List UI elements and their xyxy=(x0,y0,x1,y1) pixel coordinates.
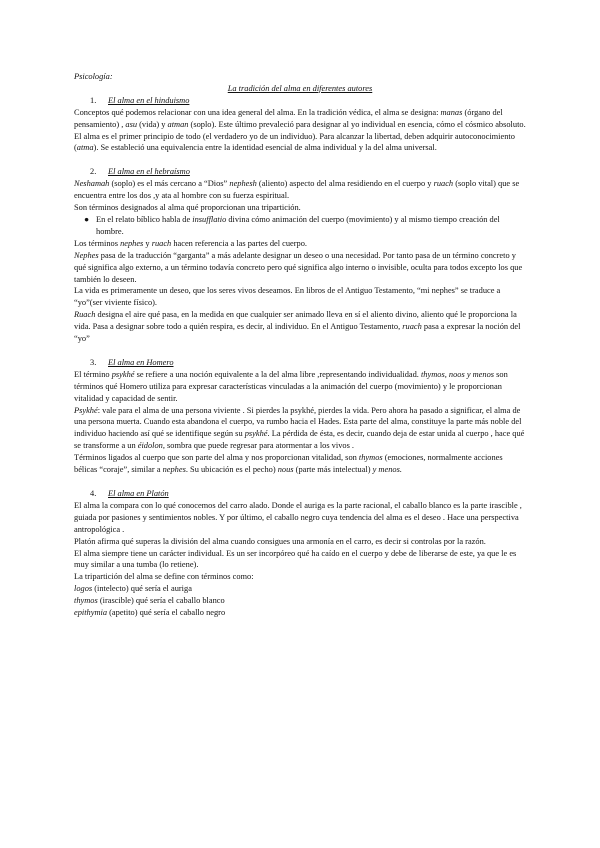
paragraph: El alma siempre tiene un carácter individual. Es un ser incorpóreo qué ha caído en el cuerpo y debe de liberarse de este, ya que le es muy similar a una tumba (lo retiene). xyxy=(74,548,517,570)
section-number: 1. xyxy=(90,95,97,105)
paragraph: El alma es el primer principio de todo (el verdadero yo de un individuo). Para alcanzar la libertad, deben adquirir autoconocimiento (atma). Se estableció una equivalencia entre la identidad esencial de alma individual y la del alma universal. xyxy=(74,131,515,153)
section-heading-homero xyxy=(74,357,526,369)
section-heading-hinduismo xyxy=(74,95,526,107)
paragraph: El término psykhé se refiere a una noción equivalente a la del alma libre ,representando individualidad. thymos, noos y menos son términos qué Homero utiliza para expresar características vinculadas a la animación del cuerpo (movimiento) y le proporcionan vitalidad y capacidad de sentir. xyxy=(74,369,508,403)
bullet-icon: ● xyxy=(84,214,90,224)
paragraph: Ruach designa el aire qué pasa, en la medida en que cualquier ser animado lleva en sí el aliento divino, aliento qué le proporciona la vida. Pasa a designar sobre todo a quién respira, es decir, al individuo. En el Antiguo Testamento, ruach pasa a expresar la noción del “yo” xyxy=(74,310,521,344)
section-number: 4. xyxy=(90,489,97,498)
paragraph: Conceptos qué podemos relacionar con una idea general del alma. En la tradición védica, el alma se designa: manas (órgano del pensamiento) , asu (vida) y atman (soplo). Este último prevaleció para designar al yo individual en esencia, cómo el cósmico absoluto. xyxy=(74,107,526,129)
list-item: ● En el relato bíblico habla de insufflatio divina cómo animación del cuerpo (movimiento) y al mismo tiempo creación del hombre. xyxy=(84,214,500,236)
paragraph: Psykhé: vale para el alma de una persona viviente . Si pierdes la psykhé, pierdes la vida. Pero ahora ha pasado a significar, el alma de una persona muerta. Cuando esta abandona el cuerpo, va rumbo hacia el Hades. Esta parte del alma, constituye la parte más noble del individuo haciendo así qué se identifique según su psykhé. La pérdida de ésta, es decir, cuando deja de estar unida al cuerpo , hace qué se transforme a un éidolon, sombra que puede regresar para atormentar a los vivos . xyxy=(74,405,525,451)
paragraph: La tripartición del alma se define con términos como: xyxy=(74,572,254,582)
section-heading-hebraismo xyxy=(74,166,526,178)
document-title: La tradición del alma en diferentes autores xyxy=(227,83,373,93)
paragraph: Platón afirma qué superas la división del alma cuando consigues una armonía en el carro, es decir si controlas por la razón. xyxy=(74,536,486,546)
paragraph: Los términos nephes y ruach hacen referencia a las partes del cuerpo. xyxy=(74,238,308,248)
document-body xyxy=(74,71,526,619)
paragraph: Neshamah (soplo) es el más cercano a “Dios” nephesh (aliento) aspecto del alma residiendo en el cuerpo y ruach (soplo vital) que se encuentra entre los dos ,y ata al hombre con su fuerza espiritual. xyxy=(74,179,520,201)
section-heading-text: El alma en Homero xyxy=(108,357,174,367)
list-item: epithymia (apetito) qué sería el caballo negro xyxy=(74,608,226,618)
section-heading-text: El alma en el hinduismo xyxy=(108,95,190,105)
paragraph: El alma la compara con lo qué conocemos del carro alado. Donde el auriga es la parte racional, el caballo blanco es la parte irascible , guiada por pasiones y sentimientos nobles. Y por último, el caballo negro cuya tendencia del alma es el deseo . Hace una perspectiva antropológica . xyxy=(74,500,522,534)
paragraph: Términos ligados al cuerpo que son parte del alma y nos proporcionan vitalidad, son thymos (emociones, normalmente acciones bélicas “coraje”, similar a nephes. Su ubicación es el pecho) nous (parte más intelectual) y menos. xyxy=(74,453,503,475)
course-label: Psicología: xyxy=(74,72,113,81)
list-item: thymos (irascible) qué sería el caballo blanco xyxy=(74,596,225,606)
paragraph: La vida es primeramente un deseo, que los seres vivos deseamos. En libros de el Antiguo Testamento, “mi nephes” se traduce a “yo”(ser viviente físico). xyxy=(74,286,501,308)
section-heading-text: El alma en Platón xyxy=(108,489,169,498)
section-number: 2. xyxy=(90,167,97,177)
list-item: logos (intelecto) qué sería el auriga xyxy=(74,584,192,594)
section-heading-text: El alma en el hebraísmo xyxy=(108,167,190,177)
paragraph: Son términos designados al alma qué proporcionan una tripartición. xyxy=(74,203,301,213)
section-number: 3. xyxy=(90,357,97,367)
paragraph: Nephes pasa de la traducción “garganta” a más adelante designar un deseo o una necesidad. Por tanto pasa de un término concreto y qué significa algo externo, a un término todavía concreto pero qué significa algo interno o invisible, oculta para todos excepto los que también lo deseen. xyxy=(74,250,523,284)
section-heading-platon xyxy=(74,488,526,500)
